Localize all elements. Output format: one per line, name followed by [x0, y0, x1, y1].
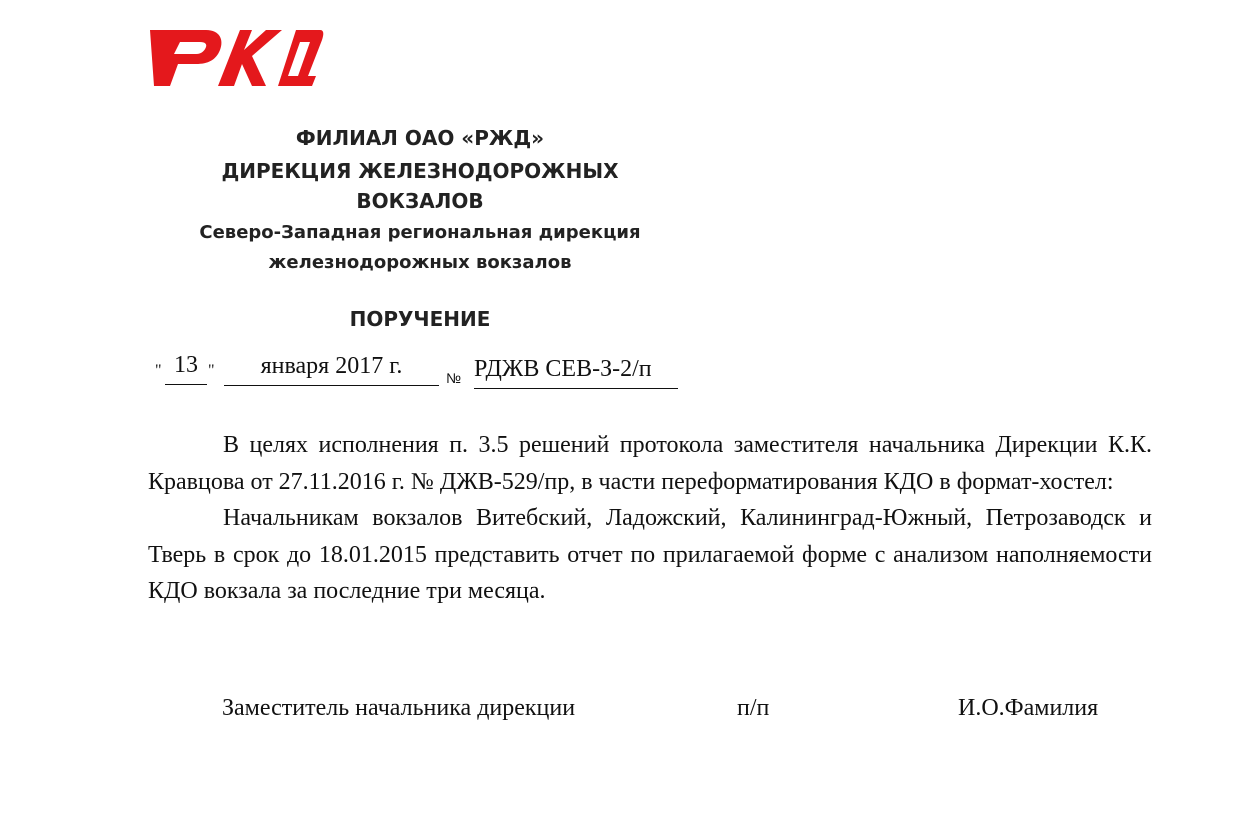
header-regional-line2: железнодорожных вокзалов: [268, 252, 572, 273]
quote-open: ": [155, 362, 162, 379]
signature-mark: п/п: [737, 695, 770, 721]
rzd-logo: [148, 10, 324, 90]
date-number-row: [0, 350, 1240, 390]
header-regional: [120, 218, 720, 278]
body-paragraph-2: Начальникам вокзалов Витебский, Ладожский, Калининград-Южный, Петрозаводск и Тверь в срок до 18.01.2015 представить отчет по прилагаемой форме с анализом наполняемости КДО вокзала за последние три месяца.: [148, 505, 1152, 604]
date-day: 13: [165, 352, 207, 385]
number-sign: №: [446, 370, 462, 386]
signature-name: И.О.Фамилия: [958, 695, 1099, 721]
document-number: РДЖВ СЕВ-З-2/п: [474, 356, 678, 389]
date-month-year: января 2017 г.: [224, 353, 439, 386]
document-body: [148, 427, 1152, 610]
header-directorate-line1: ДИРЕКЦИЯ ЖЕЛЕЗНОДОРОЖНЫХ: [221, 159, 619, 183]
header-regional-line1: Северо-Западная региональная дирекция: [199, 222, 641, 243]
header-directorate-line2: ВОКЗАЛОВ: [356, 189, 484, 213]
body-paragraph-1: В целях исполнения п. 3.5 решений протокола заместителя начальника Дирекции К.К. Кравцова от 27.11.2016 г. № ДЖВ-529/пр, в части переформатирования КДО в формат-хостел:: [148, 432, 1152, 495]
header-organization: ФИЛИАЛ ОАО «РЖД»: [295, 126, 545, 150]
header-directorate: [120, 156, 720, 216]
document-title: ПОРУЧЕНИЕ: [349, 307, 491, 331]
quote-close: ": [208, 362, 215, 379]
signature-position: Заместитель начальника дирекции: [222, 695, 576, 721]
